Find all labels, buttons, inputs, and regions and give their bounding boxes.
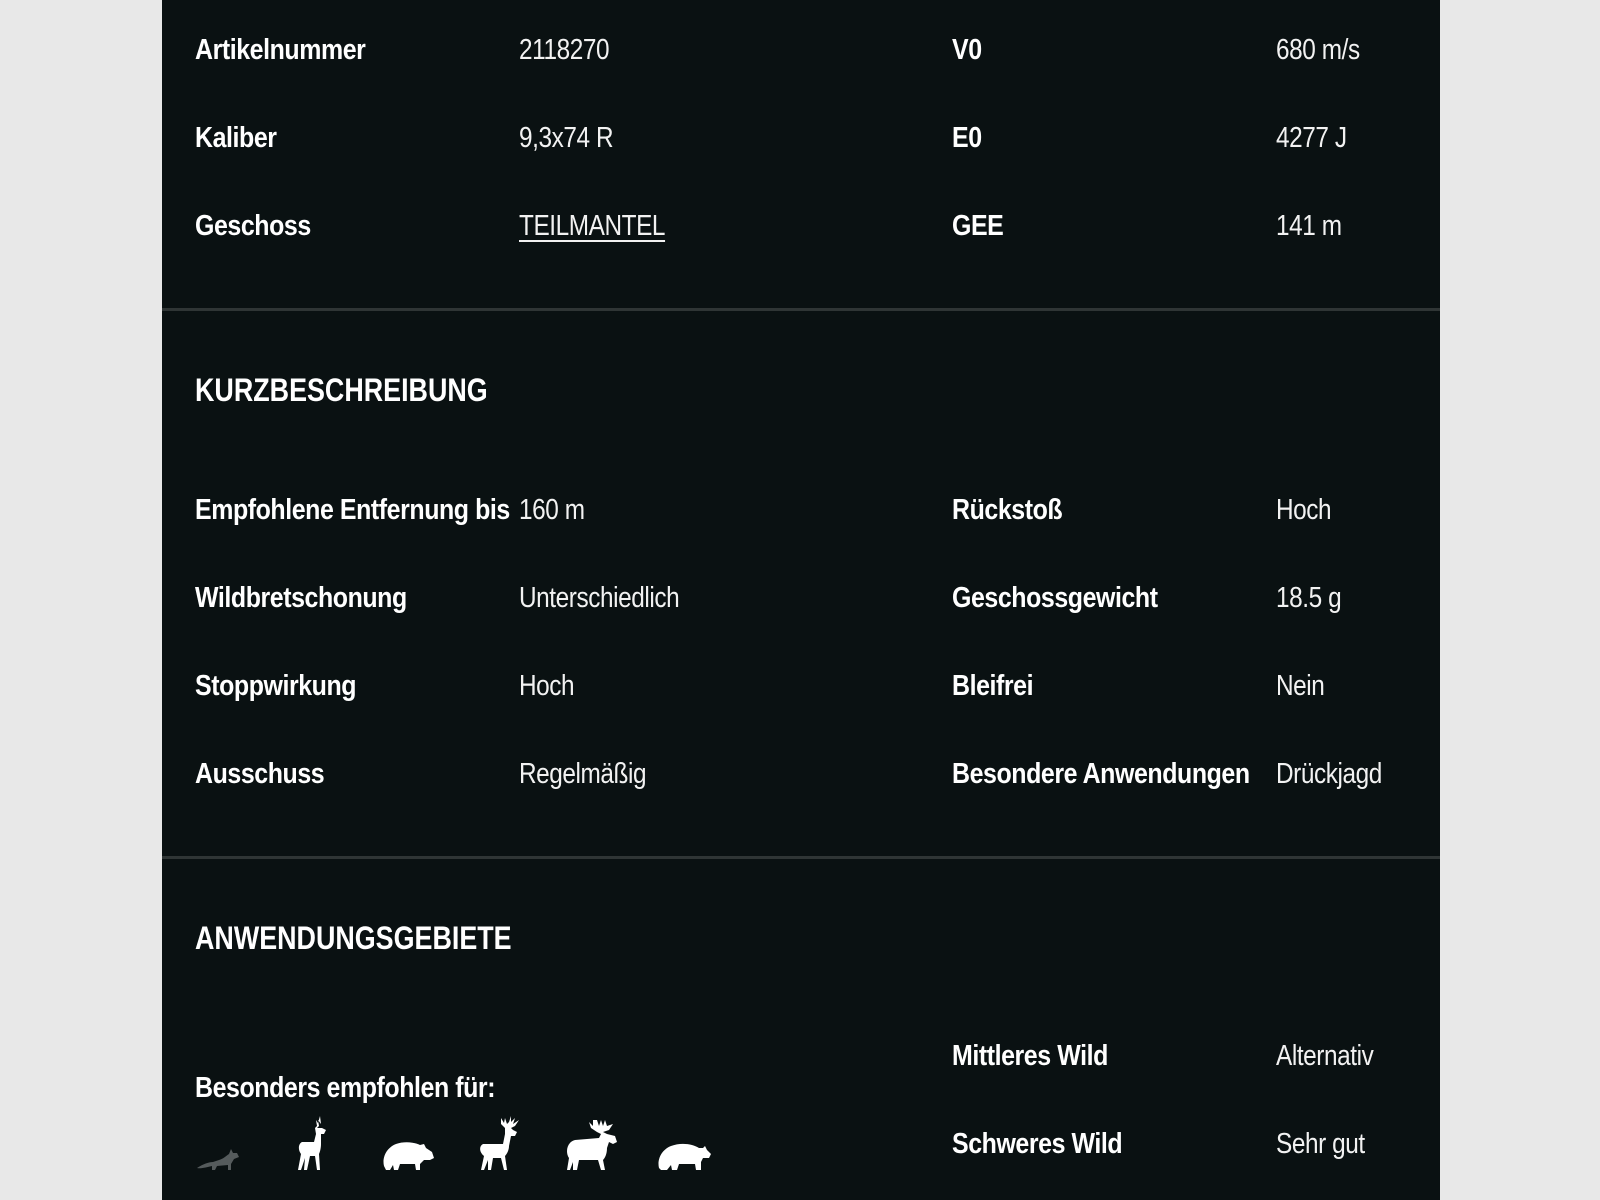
spec-value-e0: 4277 J <box>1276 122 1347 154</box>
fox-icon <box>195 1142 241 1172</box>
desc-value-exit-wound: Regelmäßig <box>519 758 647 790</box>
desc-value-special-use: Drückjagd <box>1276 758 1382 790</box>
anwendungsgebiete-heading: ANWENDUNGSGEBIETE <box>195 920 512 956</box>
spec-value-caliber: 9,3x74 R <box>519 122 614 154</box>
spec-value-article-number: 2118270 <box>519 34 610 66</box>
spec-label-article-number: Artikelnummer <box>195 34 366 66</box>
spec-label-e0: E0 <box>952 122 982 154</box>
desc-value-lead-free: Nein <box>1276 670 1325 702</box>
desc-label-special-use: Besondere Anwendungen <box>952 758 1250 790</box>
desc-label-stopping-power: Stoppwirkung <box>195 670 357 702</box>
desc-label-recoil: Rückstoß <box>952 494 1063 526</box>
moose-icon <box>563 1118 621 1172</box>
spec-label-bullet: Geschoss <box>195 210 311 242</box>
desc-value-recoil: Hoch <box>1276 494 1332 526</box>
product-details-panel <box>162 0 1440 1200</box>
spec-label-caliber: Kaliber <box>195 122 277 154</box>
desc-value-venison: Unterschiedlich <box>519 582 680 614</box>
red-deer-icon <box>471 1114 527 1172</box>
section-divider <box>162 308 1440 311</box>
usage-label-heavy-game: Schweres Wild <box>952 1128 1123 1160</box>
wild-boar-icon <box>380 1136 436 1172</box>
spec-value-gee: 141 m <box>1276 210 1342 242</box>
desc-value-stopping-power: Hoch <box>519 670 575 702</box>
desc-value-recommended-distance: 160 m <box>519 494 585 526</box>
kurzbeschreibung-heading: KURZBESCHREIBUNG <box>195 372 488 408</box>
game-icons <box>195 1110 755 1172</box>
desc-label-exit-wound: Ausschuss <box>195 758 325 790</box>
usage-label-medium-game: Mittleres Wild <box>952 1040 1108 1072</box>
roe-deer-icon <box>290 1114 336 1172</box>
desc-value-bullet-weight: 18.5 g <box>1276 582 1342 614</box>
section-divider <box>162 856 1440 859</box>
recommended-for-label: Besonders empfohlen für: <box>195 1072 496 1104</box>
spec-label-gee: GEE <box>952 210 1004 242</box>
desc-label-bullet-weight: Geschossgewicht <box>952 582 1158 614</box>
bullet-type-link[interactable]: TEILMANTEL <box>519 210 666 242</box>
desc-label-recommended-distance: Empfohlene Entfernung bis <box>195 494 510 526</box>
desc-label-lead-free: Bleifrei <box>952 670 1034 702</box>
usage-value-heavy-game: Sehr gut <box>1276 1128 1365 1160</box>
spec-label-v0: V0 <box>952 34 982 66</box>
spec-value-v0: 680 m/s <box>1276 34 1360 66</box>
usage-value-medium-game: Alternativ <box>1276 1040 1374 1072</box>
desc-label-venison: Wildbretschonung <box>195 582 407 614</box>
bear-icon <box>655 1140 713 1172</box>
